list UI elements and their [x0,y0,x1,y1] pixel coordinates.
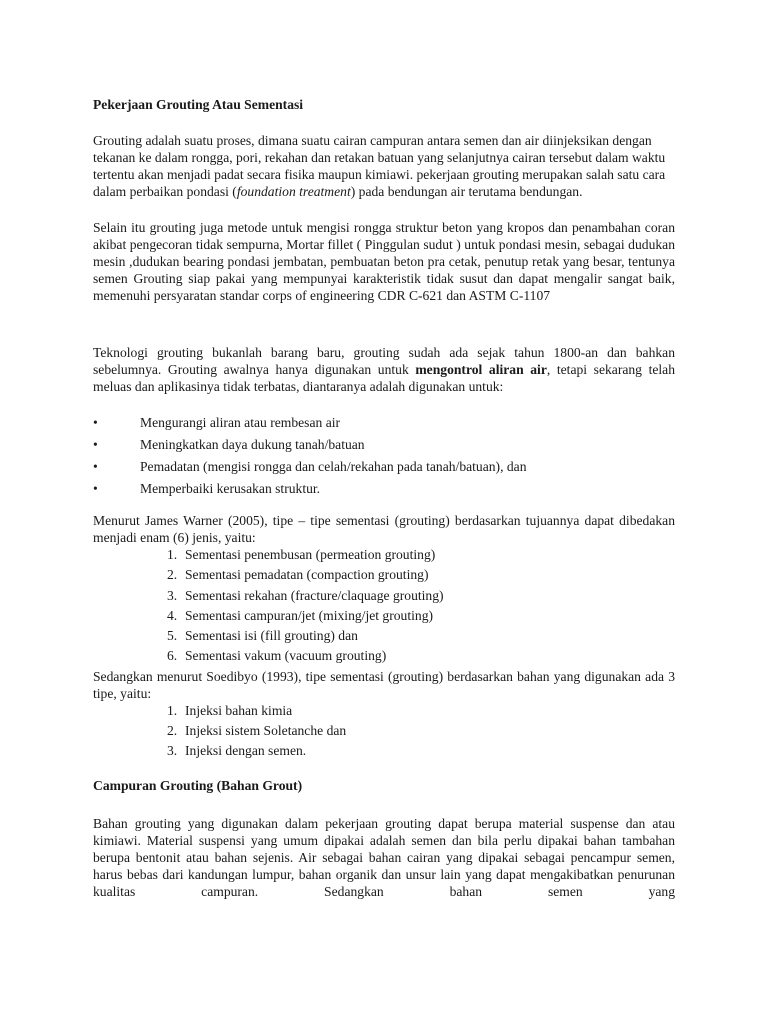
list-item [93,722,675,742]
list-item-text: Sementasi pemadatan (compaction grouting) [185,567,429,583]
paragraph-text: ) pada bendungan air terutama bendungan. [350,184,583,199]
paragraph-text: Grouting adalah suatu proses, dimana suatu cairan campuran antara semen dan air diinjeksikan dengan tekanan ke dalam rongga, pori, rekahan dan retakan batuan yang selanjutnya cairan tersebut dalam waktu tertentu akan menjadi padat secara fisika maupun kimiawi. pekerjaan grouting merupakan salah satu cara dalam perbaikan pondasi ( [93,133,666,199]
paragraph-warner-types: Menurut James Warner (2005), tipe – tipe sementasi (grouting) berdasarkan tujuannya dapat dibedakan menjadi enam (6) jenis, yaitu: [93,513,675,545]
paragraph-text: Teknologi grouting bukanlah barang baru, grouting sudah ada sejak tahun 1800-an dan bahkan sebelumnya. Grouting awalnya hanya digunakan untuk [93,345,675,377]
list-item-text: Sementasi penembusan (permeation grouting) [185,547,436,562]
list-item-text: Memperbaiki kerusakan struktur. [140,481,321,496]
list-item [93,546,675,566]
list-number: 3. [167,743,178,759]
list-item [93,627,675,647]
list-number: 3. [167,587,178,603]
bullet-list-applications [93,414,675,502]
paragraph-grouting-technology [93,344,675,395]
bullet-icon: • [93,415,98,430]
bold-term: mengontrol aliran air [415,362,547,377]
paragraph-soedibyo-types: Sedangkan menurut Soedibyo (1993), tipe sementasi (grouting) berdasarkan bahan yang digunakan ada 3 tipe, yaitu: [93,668,675,701]
list-item [93,436,675,458]
list-number: 2. [167,567,178,583]
list-item-text: Sementasi rekahan (fracture/claquage grouting) [185,587,444,603]
list-number: 6. [167,648,178,664]
paragraph-grouting-definition [93,132,675,200]
list-item-text: Pemadatan (mengisi rongga dan celah/rekahan pada tanah/batuan), dan [140,459,527,474]
paragraph-text: , tetapi sekarang telah meluas dan aplikasinya tidak terbatas, diantaranya adalah digunakan untuk: [93,362,675,394]
list-item-text: Injeksi sistem Soletanche dan [185,723,347,739]
list-number: 2. [167,723,178,739]
list-item-text: Mengurangi aliran atau rembesan air [140,415,341,430]
list-item [93,414,675,436]
paragraph-grouting-uses: Selain itu grouting juga metode untuk mengisi rongga struktur beton yang kropos dan penambahan coran akibat pengecoran tidak sempurna, Mortar fillet ( Pinggulan sudut ) untuk pondasi mesin, sebagai dudukan mesin ,dudukan bearing pondasi jembatan, pembuatan beton pra cetak, penutup retak yang besar, tentunya semen Grouting siap pakai yang mempunyai karakteristik tidak susut dan dapat mengalir sangat baik, memenuhi persyaratan standar corps of engineering CDR C-621 dan ASTM C-1107 [93,220,675,303]
list-item-text: Sementasi vakum (vacuum grouting) [185,648,387,664]
list-number: 1. [167,702,178,718]
list-item-text: Sementasi campuran/jet (mixing/jet grouting) [185,607,434,623]
paragraph-bahan-grouting: Bahan grouting yang digunakan dalam pekerjaan grouting dapat berupa material suspense dan atau kimiawi. Material suspensi yang umum dipakai adalah semen dan bila perlu dipakai bahan tambahan berupa bentonit atau bahan sejenis. Air sebagai bahan cairan yang dipakai sebagai pencampur semen, harus bebas dari kandungan lumpur, bahan organik dan unsur lain yang dapat mengakibatkan penurunan kualitas campuran. Sedangkan bahan semen yang [93,815,675,899]
list-number: 5. [167,628,178,644]
numbered-list-soedibyo [93,702,675,763]
list-item [93,480,675,502]
list-number: 4. [167,607,178,623]
list-item [93,587,675,607]
numbered-list-warner [93,546,675,668]
list-item-text: Meningkatkan daya dukung tanah/batuan [140,437,365,452]
bullet-icon: • [93,437,98,452]
bullet-icon: • [93,481,98,496]
document-body [93,96,675,900]
list-item [93,647,675,667]
list-item-text: Injeksi dengan semen. [185,743,307,759]
list-item [93,566,675,586]
list-item-text: Injeksi bahan kimia [185,702,293,718]
list-item [93,702,675,722]
list-item [93,458,675,480]
heading-grouting-sementasi: Pekerjaan Grouting Atau Sementasi [93,97,304,112]
bullet-icon: • [93,459,98,474]
list-number: 1. [167,547,178,562]
heading-campuran-grouting: Campuran Grouting (Bahan Grout) [93,777,303,793]
list-item [93,742,675,762]
italic-term: foundation treatment [236,184,351,199]
list-item-text: Sementasi isi (fill grouting) dan [185,628,358,644]
list-item [93,607,675,627]
